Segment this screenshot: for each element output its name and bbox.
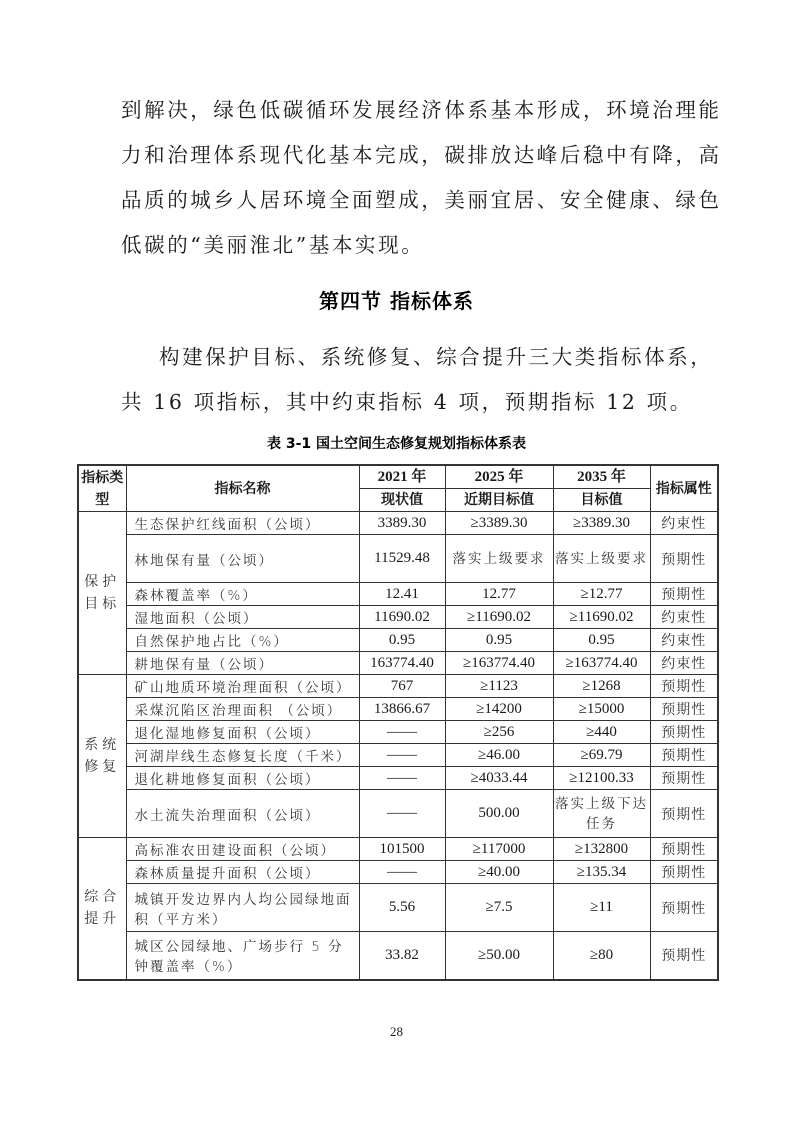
table-row [78,932,718,980]
indicator-name-cell: 森林覆盖率（%） [126,583,359,606]
indicator-name-cell: 城区公园绿地、广场步行 5 分钟覆盖率（%） [126,932,359,980]
table-row [78,744,718,767]
table-row [78,790,718,838]
value-2025-cell: 落实上级要求 [445,535,553,583]
attribute-cell: 预期性 [650,861,718,884]
indicator-name-cell: 湿地面积（公顷） [126,606,359,629]
attribute-cell: 预期性 [650,721,718,744]
value-2025-cell: 500.00 [445,790,553,838]
header-2025: 2025 年 [445,465,553,489]
table-caption: 表 3-1 国土空间生态修复规划指标体系表 [266,436,527,452]
value-2021-cell: 767 [359,675,445,698]
value-2021-cell: —— [359,861,445,884]
header-2035: 2035 年 [553,465,650,489]
attribute-cell: 预期性 [650,884,718,932]
table-row [78,698,718,721]
value-2025-cell: ≥46.00 [445,744,553,767]
header-2021: 2021 年 [359,465,445,489]
value-2021-cell: 12.41 [359,583,445,606]
value-2021-cell: 33.82 [359,932,445,980]
value-2035-cell: ≥11690.02 [553,606,650,629]
value-2035-cell: ≥12.77 [553,583,650,606]
paragraph-line: 到解决，绿色低碳循环发展经济体系基本形成，环境治理能 [121,98,722,122]
value-2021-cell: 11529.48 [359,535,445,583]
attribute-cell: 预期性 [650,790,718,838]
table-row [78,861,718,884]
category-cell: 系统修复 [78,675,126,838]
table-row [78,512,718,535]
indicator-name-cell: 河湖岸线生态修复长度（千米） [126,744,359,767]
attribute-cell: 预期性 [650,698,718,721]
value-2035-cell: 落实上级要求 [553,535,650,583]
value-2025-cell: ≥3389.30 [445,512,553,535]
indicator-name-cell: 城镇开发边界内人均公园绿地面积（平方米） [126,884,359,932]
value-2025-cell: ≥4033.44 [445,767,553,790]
attribute-cell: 预期性 [650,838,718,861]
table-row [78,767,718,790]
table-row [78,535,718,583]
value-2025-cell: ≥7.5 [445,884,553,932]
section-heading: 第四节 指标体系 [319,289,474,313]
attribute-cell: 预期性 [650,744,718,767]
body-paragraph-goals [121,88,722,268]
value-2021-cell: —— [359,744,445,767]
header-attribute-label: 指标属性 [655,480,712,497]
table-header-row [78,465,718,489]
value-2035-cell: ≥1268 [553,675,650,698]
value-2021-cell: 3389.30 [359,512,445,535]
value-2025-cell: ≥117000 [445,838,553,861]
table-row [78,583,718,606]
indicator-name-cell: 耕地保有量（公顷） [126,652,359,675]
header-category [78,465,126,512]
attribute-cell: 预期性 [650,932,718,980]
indicator-name-cell: 矿山地质环境治理面积（公顷） [126,675,359,698]
table-row [78,721,718,744]
attribute-cell: 约束性 [650,512,718,535]
indicator-name-cell: 自然保护地占比（%） [126,629,359,652]
value-2035-cell: ≥69.79 [553,744,650,767]
attribute-cell: 约束性 [650,652,718,675]
value-2021-cell: 0.95 [359,629,445,652]
table-row [78,629,718,652]
value-2035-cell: ≥440 [553,721,650,744]
value-2021-cell: 101500 [359,838,445,861]
value-2021-cell: 11690.02 [359,606,445,629]
attribute-cell: 约束性 [650,629,718,652]
category-cell: 综合提升 [78,838,126,980]
indicator-name-cell: 林地保有量（公顷） [126,535,359,583]
value-2021-cell: 13866.67 [359,698,445,721]
paragraph-line: 品质的城乡人居环境全面塑成，美丽宜居、安全健康、绿色 [121,188,722,212]
table-body [78,512,718,980]
value-2025-cell: ≥14200 [445,698,553,721]
indicator-name-cell: 退化耕地修复面积（公顷） [126,767,359,790]
paragraph-line: 力和治理体系现代化基本完成，碳排放达峰后稳中有降，高 [121,143,722,167]
indicator-table [77,464,719,981]
indicator-name-cell: 生态保护红线面积（公顷） [126,512,359,535]
header-name: 指标名称 [126,465,359,512]
category-cell: 保护目标 [78,512,126,675]
value-2025-cell: 12.77 [445,583,553,606]
header-2035-sub: 目标值 [553,489,650,512]
attribute-cell: 预期性 [650,675,718,698]
value-2035-cell: ≥80 [553,932,650,980]
header-attribute [650,465,718,512]
value-2021-cell: 163774.40 [359,652,445,675]
header-category-label: 指标类型 [81,469,124,508]
value-2021-cell: 5.56 [359,884,445,932]
value-2035-cell: ≥135.34 [553,861,650,884]
header-2025-sub: 近期目标值 [445,489,553,512]
paragraph-line: 低碳的“美丽淮北”基本实现。 [121,233,425,257]
value-2035-cell: 落实上级下达任务 [553,790,650,838]
value-2035-cell: ≥12100.33 [553,767,650,790]
indicator-name-cell: 采煤沉陷区治理面积 （公顷） [126,698,359,721]
indicator-name-cell: 退化湿地修复面积（公顷） [126,721,359,744]
value-2021-cell: —— [359,721,445,744]
value-2025-cell: ≥50.00 [445,932,553,980]
table-row [78,838,718,861]
value-2025-cell: ≥163774.40 [445,652,553,675]
table-row [78,675,718,698]
page-number: 28 [390,1024,403,1039]
value-2025-cell: 0.95 [445,629,553,652]
value-2035-cell: ≥11 [553,884,650,932]
table-row [78,606,718,629]
value-2035-cell: ≥163774.40 [553,652,650,675]
attribute-cell: 预期性 [650,767,718,790]
indicator-name-cell: 森林质量提升面积（公顷） [126,861,359,884]
value-2035-cell: ≥15000 [553,698,650,721]
value-2025-cell: ≥256 [445,721,553,744]
attribute-cell: 预期性 [650,535,718,583]
table-row [78,884,718,932]
paragraph-line: 构建保护目标、系统修复、综合提升三大类指标体系， [159,345,714,369]
value-2025-cell: ≥1123 [445,675,553,698]
body-paragraph-indicators [121,335,714,425]
attribute-cell: 约束性 [650,606,718,629]
indicator-name-cell: 高标准农田建设面积（公顷） [126,838,359,861]
table-row [78,652,718,675]
indicator-name-cell: 水土流失治理面积（公顷） [126,790,359,838]
attribute-cell: 预期性 [650,583,718,606]
value-2035-cell: ≥132800 [553,838,650,861]
paragraph-line: 共 16 项指标，其中约束指标 4 项，预期指标 12 项。 [121,390,693,414]
value-2021-cell: —— [359,790,445,838]
value-2021-cell: —— [359,767,445,790]
value-2035-cell: ≥3389.30 [553,512,650,535]
header-2021-sub: 现状值 [359,489,445,512]
value-2025-cell: ≥40.00 [445,861,553,884]
value-2025-cell: ≥11690.02 [445,606,553,629]
value-2035-cell: 0.95 [553,629,650,652]
